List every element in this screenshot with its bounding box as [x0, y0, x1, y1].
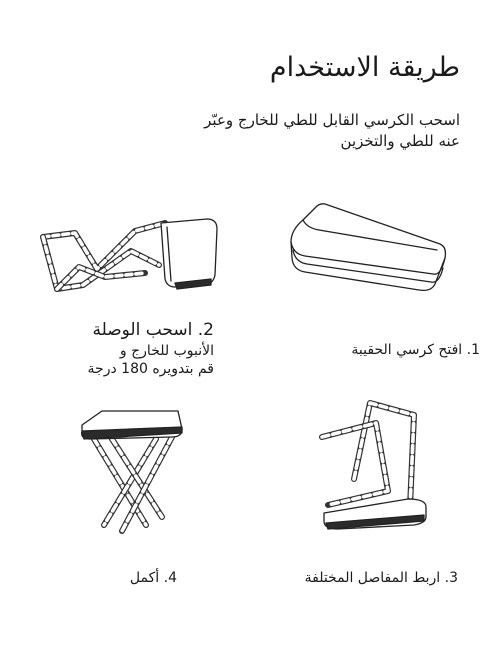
unfolding-chair-illustration	[35, 215, 225, 300]
step3-caption: 3. اربط المفاصل المختلفة	[304, 570, 458, 586]
finished-stool-illustration	[72, 405, 187, 540]
folded-bag-illustration	[285, 200, 450, 300]
intro-text	[180, 110, 460, 152]
page-title: طريقة الاستخدام	[269, 52, 460, 83]
step4-caption: 4. أكمل	[129, 570, 177, 586]
step2-caption-line1: الأنبوب للخارج و	[119, 343, 214, 359]
step2-caption-title: 2. اسحب الوصلة	[92, 320, 214, 340]
intro-line-1: اسحب الكرسي القابل للطي للخارج وعبّر	[204, 111, 460, 129]
assembling-frame-illustration	[318, 395, 443, 535]
step2-caption-line2: قم بتدويره 180 درجة	[87, 361, 214, 377]
step1-caption: 1. افتح كرسي الحقيبة	[351, 342, 480, 358]
intro-line-2: عنه للطي والتخزين	[340, 132, 460, 150]
